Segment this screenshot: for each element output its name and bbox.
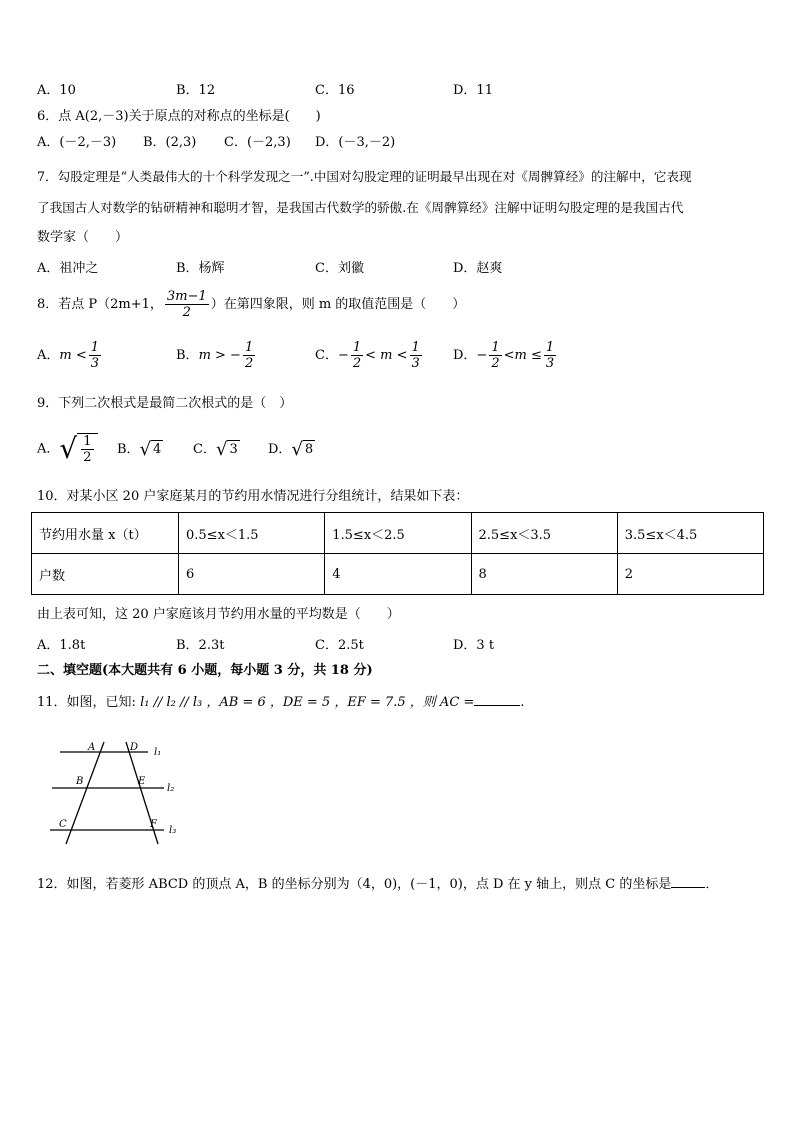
q6-option-a: A．(－2,－3) <box>37 135 117 150</box>
q7-option-c: C．刘徽 <box>315 261 364 276</box>
table-cell: 4 <box>325 554 471 595</box>
sqrt-symbol: √ 8 <box>291 438 314 460</box>
q10-option-d: D．3 t <box>453 638 495 653</box>
table-cell: 3.5≤x＜4.5 <box>617 513 763 554</box>
q6-option-d: D．(－3,－2) <box>315 135 396 150</box>
q9-option-c <box>193 440 240 459</box>
table-cell: 节约用水量 x（t） <box>32 513 179 554</box>
q7-option-b: B．杨辉 <box>176 261 225 276</box>
q8-option-b <box>176 338 257 374</box>
q7-line-1: 7．勾股定理是“人类最伟大的十个科学发现之一”.中国对勾股定理的证明最早出现在对《周髀算经》的注解中，它表现 <box>37 169 692 184</box>
option-expr: m > − <box>198 348 241 363</box>
q7-line-2: 了我国古人对数学的钻研精神和聪明才智，是我国古代数学的骄傲.在《周髀算经》注解中证明勾股定理的是我国古代 <box>37 200 684 215</box>
table-row <box>32 513 764 554</box>
radicand: 8 <box>304 442 314 457</box>
q5-option-a: A．10 <box>37 83 76 98</box>
fraction-numerator: 1 <box>83 434 92 449</box>
q12-stem <box>37 875 718 894</box>
option-expr: m < <box>59 348 87 363</box>
table-cell: 0.5≤x＜1.5 <box>179 513 325 554</box>
q6-stem: 6．点 A(2,－3)关于原点的对称点的坐标是( ) <box>37 109 321 124</box>
fraction-denominator: 3 <box>90 356 100 371</box>
radicand: 3 <box>229 442 238 457</box>
option-fraction <box>89 340 101 371</box>
q5-option-c: C．16 <box>315 83 355 98</box>
q10-option-a: A．1.8t <box>37 638 86 653</box>
answer-blank[interactable] <box>474 693 520 706</box>
fraction-denominator: 2 <box>182 305 191 320</box>
q7-line-3: 数学家（ ） <box>37 230 129 245</box>
option-letter: D． <box>268 442 292 457</box>
sqrt-symbol: √ 3 <box>215 438 238 460</box>
q9-option-b <box>117 440 163 459</box>
label-b: B <box>76 776 84 787</box>
option-expr: < m < <box>365 348 408 363</box>
label-e: E <box>138 776 146 787</box>
label-a: A <box>88 742 96 753</box>
label-f: F <box>150 819 157 830</box>
option-fraction <box>489 340 501 371</box>
q6-option-b: B．(2,3) <box>143 135 197 150</box>
option-fraction <box>81 434 93 465</box>
table-cell: 户数 <box>32 554 179 595</box>
q9-option-d <box>268 440 315 459</box>
q11-suffix: . <box>520 695 525 710</box>
fraction-denominator: 3 <box>545 356 555 371</box>
q9-stem: 9．下列二次根式是最简二次根式的是（ ） <box>37 396 293 411</box>
section-heading: 二、填空题(本大题共有 6 小题，每小题 3 分，共 18 分) <box>37 663 373 678</box>
fraction-numerator: 1 <box>545 340 555 355</box>
water-saving-table <box>31 512 764 595</box>
q10-question: 由上表可知，这 20 户家庭该月节约用水量的平均数是（ ） <box>37 607 400 622</box>
label-c: C <box>59 819 67 830</box>
transversal-ac <box>66 742 104 844</box>
table-row <box>32 554 764 595</box>
sqrt-symbol: √ 4 <box>139 438 162 460</box>
option-letter: A． <box>37 441 60 457</box>
fraction-numerator: 1 <box>352 340 362 355</box>
table-cell: 6 <box>179 554 325 595</box>
q8-stem-prefix: 8．若点 P（2m+1， <box>37 297 163 312</box>
q8-option-d <box>453 338 558 374</box>
q11-condition: l₁ // l₂ // l₃ ，AB = 6 ，DE = 5 ，EF = 7.5 ，则 AC = <box>140 695 475 710</box>
fraction-denominator: 2 <box>244 356 254 371</box>
q10-option-b: B．2.3t <box>176 638 225 653</box>
fraction-numerator: 1 <box>491 340 500 355</box>
q7-option-a: A．祖冲之 <box>37 261 99 276</box>
option-letter: C．− <box>315 348 349 363</box>
fraction-denominator: 2 <box>491 356 500 371</box>
q11-stem <box>37 693 524 712</box>
table-cell: 2.5≤x＜3.5 <box>471 513 617 554</box>
option-expr: <m ≤ <box>503 348 542 363</box>
q10-stem: 10．对某小区 20 户家庭某月的节约用水情况进行分组统计，结果如下表： <box>37 489 469 504</box>
label-l1: l₁ <box>154 747 162 758</box>
q8-stem-suffix: ）在第四象限，则 m 的取值范围是（ ） <box>210 297 466 312</box>
radicand: 4 <box>153 442 162 457</box>
q6-option-c: C．(－2,3) <box>224 135 291 150</box>
q8-fraction <box>165 289 209 320</box>
fraction-numerator: 3m−1 <box>166 289 207 304</box>
fraction-denominator: 3 <box>411 356 420 371</box>
option-fraction <box>243 340 255 371</box>
q12-text: 12．如图，若菱形 ABCD 的顶点 A，B 的坐标分别为（4，0)，(－1，0)，点 D 在 y 轴上，则点 C 的坐标是 <box>37 877 672 892</box>
fraction-denominator: 2 <box>352 356 362 371</box>
q7-option-d: D．赵爽 <box>453 261 503 276</box>
q10-option-c: C．2.5t <box>315 638 364 653</box>
table-cell: 8 <box>471 554 617 595</box>
q12-suffix: ． <box>705 877 719 892</box>
option-letter: D．− <box>453 348 488 363</box>
fraction-numerator: 1 <box>411 340 420 355</box>
label-d: D <box>130 742 139 753</box>
fraction-numerator: 1 <box>90 340 100 355</box>
option-letter: A． <box>37 348 60 363</box>
fraction-numerator: 1 <box>244 340 254 355</box>
q11-prefix: 11．如图，已知: <box>37 695 141 710</box>
sqrt-symbol: √ $\frac{1}{2}$ <box>59 430 97 468</box>
q8-option-c <box>315 338 424 374</box>
option-fraction <box>544 340 556 371</box>
option-fraction <box>351 340 363 371</box>
option-fraction <box>410 340 422 371</box>
q8-stem <box>37 286 465 324</box>
option-letter: B． <box>176 348 199 363</box>
q9-option-a <box>37 430 98 469</box>
answer-blank[interactable] <box>671 875 705 888</box>
option-letter: B． <box>117 442 140 457</box>
table-cell: 2 <box>617 554 763 595</box>
label-l3: l₃ <box>169 825 177 836</box>
q5-option-d: D．11 <box>453 83 493 98</box>
q5-option-b: B．12 <box>176 83 216 98</box>
table-cell: 1.5≤x＜2.5 <box>325 513 471 554</box>
option-letter: C． <box>193 442 216 457</box>
parallel-lines-figure <box>40 736 190 848</box>
fraction-denominator: 2 <box>83 450 92 465</box>
label-l2: l₂ <box>167 783 175 794</box>
q8-option-a <box>37 338 103 374</box>
